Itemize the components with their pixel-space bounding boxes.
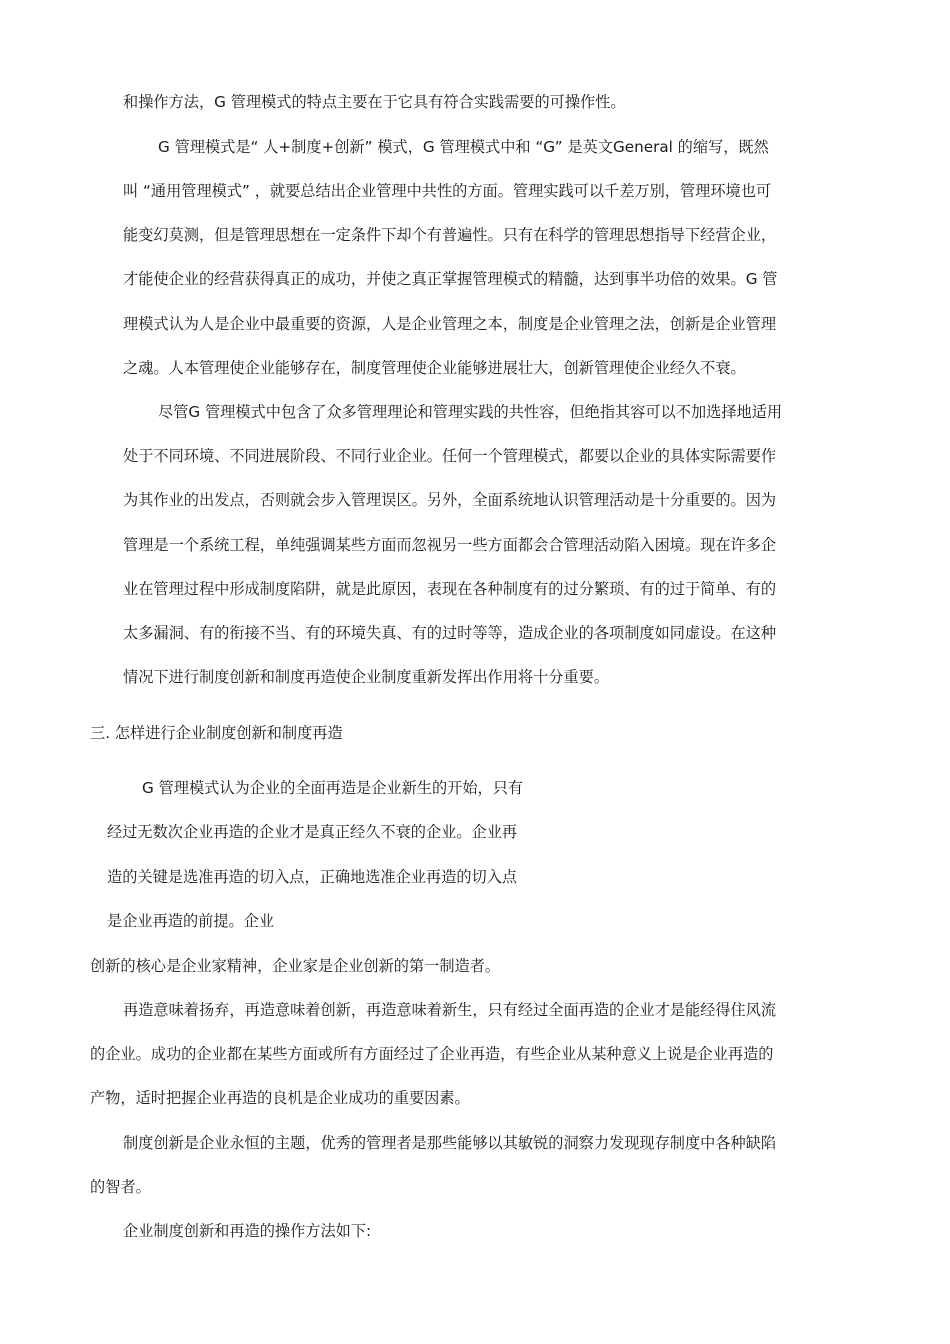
text-line: 企业制度创新和再造的操作方法如下:: [123, 1222, 372, 1240]
text-line: 是企业再造的前提。企业: [107, 912, 275, 930]
text-line: 创新的核心是企业家精神，企业家是企业创新的第一制造者。: [90, 957, 501, 975]
text-line: 的智者。: [90, 1178, 151, 1196]
text-line: 能变幻莫测，但是管理思想在一定条件下却个有普遍性。只有在科学的管理思想指导下经营企业，: [123, 226, 777, 244]
text-line: 管理是一个系统工程，单纯强调某些方面而忽视另一些方面都会合管理活动陷入困境。现在许多企: [123, 536, 777, 554]
text-line: G 管理模式是“ 人+制度+创新” 模式，G 管理模式中和 “G” 是英文General 的缩写，既然: [158, 138, 769, 156]
text-line: 和操作方法，G 管理模式的特点主要在于它具有符合实践需要的可操作性。: [123, 93, 626, 111]
text-line: 处于不同环境、不同进展阶段、不同行业企业。任何一个管理模式，都要以企业的具体实际需要作: [123, 447, 777, 465]
text-line: 造的关键是选准再造的切入点，正确地选准企业再造的切入点: [107, 868, 518, 886]
text-line: 理模式认为人是企业中最重要的资源，人是企业管理之本，制度是企业管理之法，创新是企业管理: [123, 315, 777, 333]
text-line: 叫 “通用管理模式” ，就要总结出企业管理中共性的方面。管理实践可以千差万别，管理环境也可: [123, 182, 772, 200]
text-line: 才能使企业的经营获得真正的成功，并使之真正掌握管理模式的精髓，达到事半功倍的效果。G 管: [123, 270, 778, 288]
text-line: 的企业。成功的企业都在某些方面或所有方面经过了企业再造，有些企业从某种意义上说是企业再造的: [90, 1045, 774, 1063]
text-line: 业在管理过程中形成制度陷阱，就是此原因，表现在各种制度有的过分繁琐、有的过于简单、有的: [123, 580, 777, 598]
text-line: 制度创新是企业永恒的主题，优秀的管理者是那些能够以其敏锐的洞察力发现现存制度中各种缺陷: [123, 1134, 777, 1152]
text-line: 再造意味着扬弃，再造意味着创新，再造意味着新生，只有经过全面再造的企业才是能经得住风流: [123, 1001, 777, 1019]
text-line: 经过无数次企业再造的企业才是真正经久不衰的企业。企业再: [107, 823, 518, 841]
text-line: G 管理模式认为企业的全面再造是企业新生的开始，只有: [142, 779, 524, 797]
text-line: 尽管G 管理模式中包含了众多管理理论和管理实践的共性容，但绝指其容可以不加选择地适用: [158, 403, 783, 421]
text-line: 情况下进行制度创新和制度再造使企业制度重新发挥出作用将十分重要。: [123, 668, 609, 686]
text-line: 为其作业的出发点，否则就会步入管理误区。另外，全面系统地认识管理活动是十分重要的。因为: [123, 491, 777, 509]
text-line: 太多漏洞、有的衔接不当、有的环境失真、有的过时等等，造成企业的各项制度如同虚设。在这种: [123, 624, 777, 642]
text-line: 之魂。人本管理使企业能够存在，制度管理使企业能够进展壮大，创新管理使企业经久不衰。: [123, 359, 746, 377]
text-line: 产物，适时把握企业再造的良机是企业成功的重要因素。: [90, 1089, 470, 1107]
section-heading: 三. 怎样进行企业制度创新和制度再造: [90, 724, 343, 742]
